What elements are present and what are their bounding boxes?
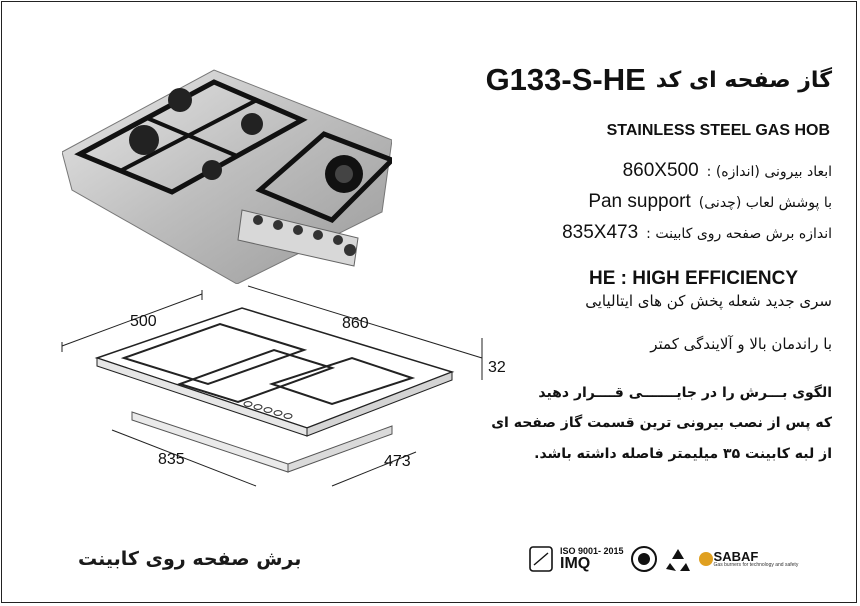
spec-pan-support [588, 191, 832, 213]
sabaf-tagline: Gas burners for technology and safety [713, 562, 799, 568]
spec-label: (چدنی) با پوشش لعاب [698, 195, 832, 211]
iso-label: ISO 9001- 2015 [560, 545, 624, 556]
install-note-line-2: که پس از نصب بیرونی ترین قسمت گاز صفحه ای [491, 415, 832, 431]
dim-cut-width: 835 [158, 451, 185, 468]
spec-outer-dimensions [623, 160, 832, 182]
spec-value: 835X473 [562, 222, 639, 243]
product-subtitle: STAINLESS STEEL GAS HOB [606, 122, 830, 139]
iso-imq-logo [560, 547, 624, 572]
dishwasher-icon [528, 545, 554, 573]
dim-cut-depth: 473 [384, 453, 411, 470]
spec-value: 860X500 [622, 160, 699, 181]
certification-logos [528, 542, 828, 576]
product-photo [62, 62, 392, 284]
dim-height: 32 [488, 359, 506, 376]
dim-outer-depth: 500 [130, 313, 157, 330]
dimension-diagram [52, 280, 522, 500]
model-code: G133-S-HE [485, 62, 646, 97]
spec-value: Pan support [588, 191, 691, 212]
imq-label: IMQ [560, 554, 591, 572]
sabaf-logo [698, 550, 799, 568]
spec-cut-size [562, 222, 832, 244]
recycle-icon [664, 545, 692, 573]
title-persian: گاز صفحه ای کد [655, 67, 832, 93]
spec-label: : اندازه برش صفحه روی کابینت [646, 226, 832, 242]
install-note-line-1: الگوی بـــرش را در جایـــــــی قــــرار دهید [538, 385, 832, 401]
bottom-caption: برش صفحه روی کابینت [78, 548, 302, 570]
certification-seal-icon [630, 545, 658, 573]
sabaf-label: SABAF [713, 549, 759, 564]
spec-label: : ابعاد بیرونی (اندازه) [706, 164, 832, 180]
efficiency-line-1: سری جدید شعله پخش کن های ایتالیایی [585, 292, 832, 310]
title-row [486, 62, 832, 98]
efficiency-line-2: با راندمان بالا و آلایندگی کمتر [650, 335, 832, 353]
dim-outer-width: 860 [342, 315, 369, 332]
install-note-line-3: از لبه کابینت ۳۵ میلیمتر فاصله داشته باشد. [534, 446, 832, 462]
efficiency-title: HE : HIGH EFFICIENCY [588, 268, 798, 289]
